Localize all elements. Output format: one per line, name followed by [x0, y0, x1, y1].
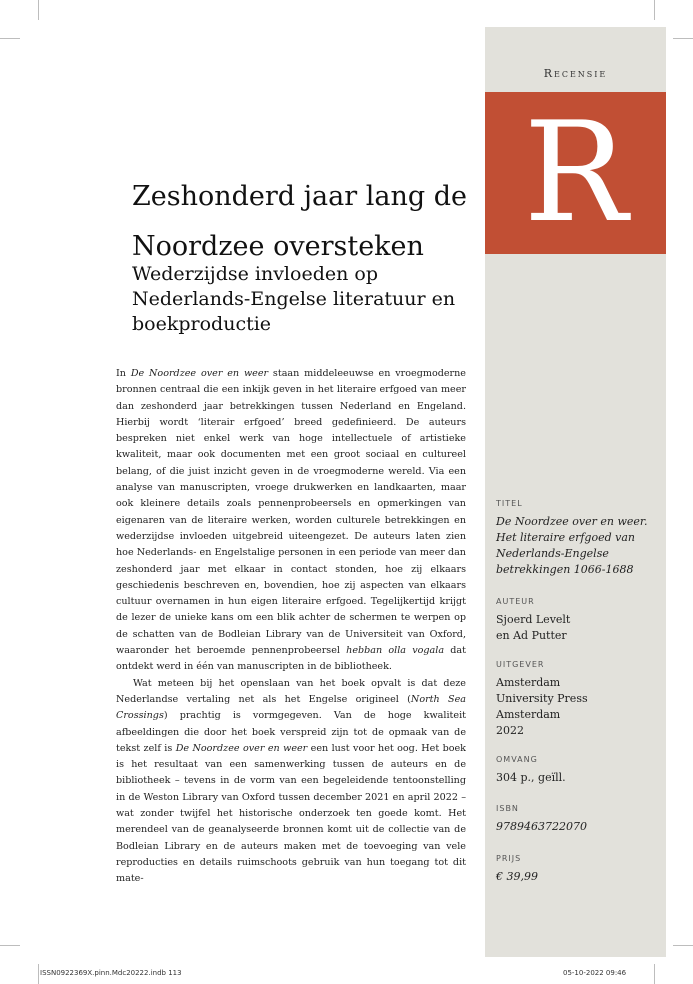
meta-line: Amsterdam [496, 708, 561, 721]
meta-label: ISBN [496, 804, 519, 813]
crop-mark [654, 0, 655, 20]
meta-isbn [496, 804, 656, 835]
meta-value [496, 612, 656, 644]
meta-value [496, 819, 656, 835]
meta-line: University Press [496, 692, 588, 705]
article-body [116, 366, 466, 888]
crop-mark [673, 38, 693, 39]
meta-line: Het literaire erfgoed van [496, 531, 635, 544]
crop-mark [38, 0, 39, 20]
article-title [132, 172, 482, 272]
meta-line: en Ad Putter [496, 629, 567, 642]
meta-line: De Noordzee over en weer. [496, 515, 648, 528]
title-line: Zeshonderd jaar lang de [132, 181, 467, 212]
footer-timestamp: 05-10-2022 09:46 [563, 969, 627, 977]
meta-value [496, 675, 656, 739]
meta-line: € 39,99 [496, 870, 538, 883]
meta-line: 9789463722070 [496, 820, 587, 833]
crop-mark [38, 964, 39, 984]
meta-line: 304 p., geïll. [496, 771, 566, 784]
meta-value [496, 770, 656, 786]
paragraph: In De Noordzee over en weer staan middeleeuwse en vroegmoderne bronnen centraal die een inkijk geven in het literaire erfgoed van meer dan zeshonderd jaar betrekkingen tussen Nederland en Engeland. Hierbij wordt ‘literair erfgoed’ breed gedefinieerd. De auteurs bespreken niet enkel werk van hoge intellectuele of artistieke kwaliteit, maar ook documenten met een groot sociaal en cultureel belang, of die juist inzicht geven in de vroegmoderne wereld. Via een analyse van manuscripten, vroege drukwerken en landkaarten, maar ook kleinere details zoals pennenprobeersels en opmerkingen van eigenaren van de literaire werken, worden culturele betrekkingen en wederzijdse invloeden uitgebreid uiteengezet. De auteurs laten zien hoe Nederlands- en Engelstalige personen in een periode van meer dan zeshonderd jaar met elkaar in contact stonden, hoe zij elkaars geschiedenis beschreven en, bovendien, hoe zij aspecten van elkaars cultuur overnamen in hun eigen literaire erfgoed. Tegelijkertijd krijgt de lezer de unieke kans om een blik achter de schermen te werpen op de schatten van de Bodleian Library van de Universiteit van Oxford, waaronder het beroemde pennenprobeersel hebban olla vogala dat ontdekt werd in één van manuscripten in de bibliotheek. [116, 368, 466, 673]
meta-label: OMVANG [496, 755, 538, 764]
review-sidebar [485, 27, 666, 957]
initial-block [485, 92, 666, 254]
footer-file: ISSN0922369X.pinn.Mdc20222.indb 113 [40, 969, 182, 977]
crop-mark [0, 945, 20, 946]
title-line: Noordzee oversteken [132, 231, 424, 262]
meta-value [496, 869, 656, 885]
paragraph: Wat meteen bij het openslaan van het boek opvalt is dat deze Nederlandse vertaling net als het Engelse origineel (North Sea Crossings) prachtig is vormgegeven. Van de hoge kwaliteit afbeeldingen die door het boek verspreid zijn tot de opmaak van de tekst zelf is De Noordzee over en weer een lust voor het oog. Het boek is het resultaat van een samenwerking tussen de auteurs en de bibliotheek – tevens in de vorm van een begeleidende tentoonstelling in de Weston Library van Oxford tussen december 2021 en april 2022 – wat zonder twijfel het historische onderzoek ten goede komt. Het merendeel van de geanalyseerde bronnen komt uit de collectie van de Bodleian Library en de auteurs maken met de toevoeging van vele reproducties en details ruimschoots gebruik van hun toegang tot dit mate- [116, 677, 466, 885]
meta-price [496, 854, 656, 885]
crop-mark [673, 945, 693, 946]
meta-line: Sjoerd Levelt [496, 613, 571, 626]
meta-title [496, 499, 656, 578]
meta-line: 2022 [496, 724, 524, 737]
meta-author [496, 597, 656, 644]
meta-line: Amsterdam [496, 676, 561, 689]
article-subtitle: Wederzijdse invloeden op Nederlands-Engelse literatuur en boekproductie [132, 263, 456, 335]
meta-line: Nederlands-Engelse [496, 547, 609, 560]
crop-mark [654, 964, 655, 984]
meta-label: UITGEVER [496, 660, 545, 669]
meta-value [496, 514, 656, 578]
meta-publisher [496, 660, 656, 739]
meta-line: betrekkingen 1066-1688 [496, 563, 634, 576]
crop-mark [0, 38, 20, 39]
section-label: Recensie [543, 67, 608, 80]
meta-label: PRIJS [496, 854, 522, 863]
meta-extent [496, 755, 656, 786]
meta-label: AUTEUR [496, 597, 535, 606]
meta-label: TITEL [496, 499, 523, 508]
initial-letter: R [523, 92, 628, 253]
